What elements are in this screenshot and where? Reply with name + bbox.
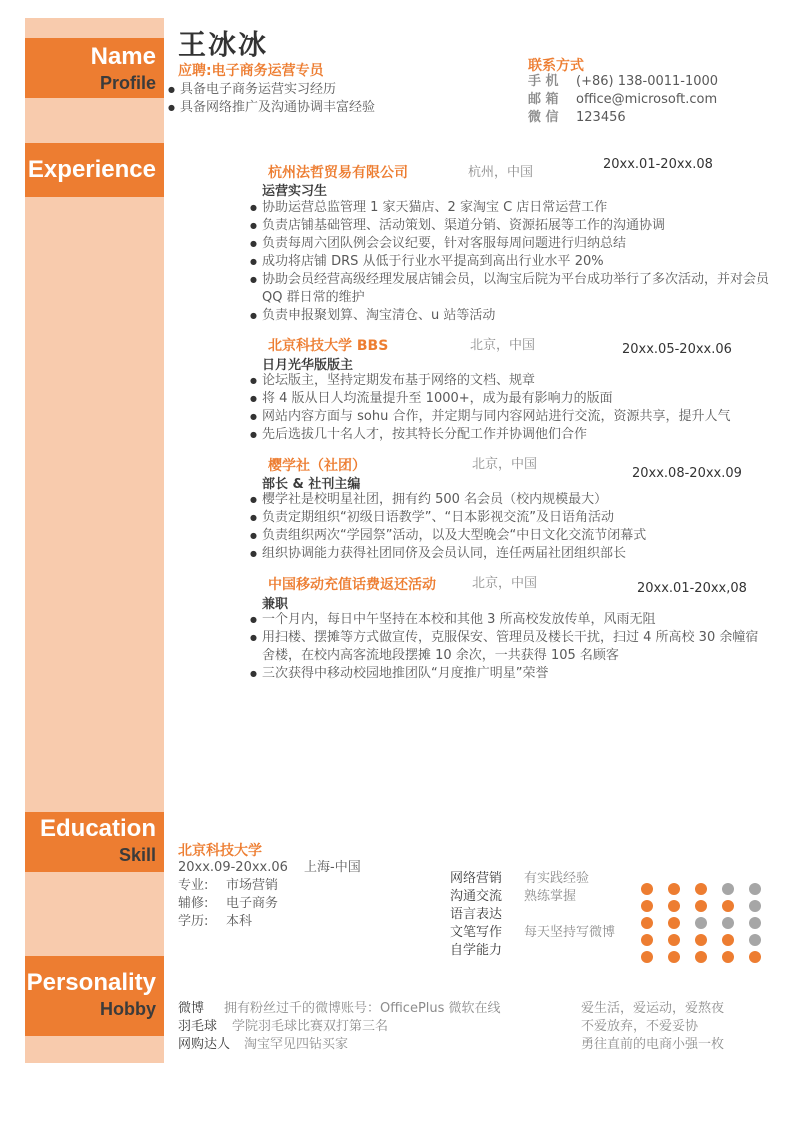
skill-row: 网络营销 有实践经验 xyxy=(450,871,590,886)
profile-bullet: ● 具备网络推广及沟通协调丰富经验 xyxy=(168,99,488,117)
skill-dot xyxy=(641,883,653,895)
contact-rows xyxy=(528,73,718,127)
contact-wechat: 微 信 123456 xyxy=(528,110,626,125)
hobby-list xyxy=(178,1000,501,1054)
skill-rating-dots xyxy=(641,883,761,963)
edu-location: 上海-中国 xyxy=(304,860,361,875)
skill-row: 语言表达 xyxy=(450,907,503,922)
exp-bullet: ● 负责店铺基础管理、活动策划、渠道分销、资源拓展等工作的沟通协调 xyxy=(250,217,770,235)
exp-bullet: ● 先后选拔几十名人才，按其特长分配工作并协调他们合作 xyxy=(250,426,770,444)
skill-dot xyxy=(668,917,680,929)
hobby-row: 微博 拥有粉丝过千的微博账号：OfficePlus 微软在线 xyxy=(178,1001,501,1016)
skill-dot xyxy=(695,917,707,929)
contact-phone: 手 机 (+86) 138-0011-1000 xyxy=(528,74,719,89)
exp-org: 樱学社（社团） xyxy=(268,458,366,474)
skill-dot xyxy=(749,934,761,946)
section-label-personality xyxy=(25,956,164,1036)
trait: 不爱放弃，不爱妥协 xyxy=(581,1019,699,1034)
exp-org: 杭州法哲贸易有限公司 xyxy=(268,165,408,181)
exp-bullet: ● 论坛版主，坚持定期发布基于网络的文档、规章 xyxy=(250,372,770,390)
skill-dot xyxy=(749,917,761,929)
exp-location: 北京，中国 xyxy=(470,338,536,353)
exp-bullets xyxy=(250,199,770,325)
skill-row: 文笔写作 每天坚持写微博 xyxy=(450,925,616,940)
skill-row: 沟通交流 熟练掌握 xyxy=(450,889,577,904)
skill-dot xyxy=(668,883,680,895)
exp-date: 20xx.01-20xx,08 xyxy=(637,581,747,596)
edu-degree: 学历: 本科 xyxy=(178,914,253,929)
edu-school: 北京科技大学 xyxy=(178,843,262,859)
exp-role: 兼职 xyxy=(262,597,289,612)
exp-bullet: ● 负责定期组织“初级日语教学”、“日本影视交流”及日语角活动 xyxy=(250,509,770,527)
section-label-name xyxy=(25,38,164,98)
skill-dot xyxy=(668,934,680,946)
skill-row: 自学能力 xyxy=(450,943,503,958)
exp-org: 北京科技大学 BBS xyxy=(268,338,389,354)
exp-bullet: ● 成功将店铺 DRS 从低于行业水平提高到高出行业水平 20% xyxy=(250,253,770,271)
trait: 爱生活，爱运动，爱熬夜 xyxy=(581,1001,725,1016)
skill-dot xyxy=(695,900,707,912)
trait: 勇往直前的电商小强一枚 xyxy=(581,1037,725,1052)
skill-dot xyxy=(722,883,734,895)
exp-bullets xyxy=(250,611,770,683)
edu-rows xyxy=(178,877,278,931)
exp-bullet: ● 网站内容方面与 sohu 合作，并定期与同内容网站进行交流，资源共享，提升人气 xyxy=(250,408,770,426)
skill-dot xyxy=(722,917,734,929)
label-education: Education xyxy=(39,815,156,842)
section-label-education xyxy=(25,812,164,872)
skill-list xyxy=(450,870,615,960)
profile-bullet: ● 具备电子商务运营实习经历 xyxy=(168,81,488,99)
exp-bullet: ● 协助会员经营高级经理发展店铺会员，以淘宝后院为平台成功举行了多次活动，并对会员 QQ 群日常的维护 xyxy=(250,271,770,307)
skill-dot xyxy=(695,883,707,895)
exp-bullet: ● 用扫楼、摆摊等方式做宣传，克服保安、管理员及楼长干扰，扫过 4 所高校 30 余幢宿舍楼，在校内高客流地段摆摊 10 余次，一共获得 105 名顾客 xyxy=(250,629,770,665)
skill-dot xyxy=(641,917,653,929)
skill-dot xyxy=(749,951,761,963)
apply-position: 应聘:电子商务运营专员 xyxy=(178,63,324,79)
exp-bullet: ● 组织协调能力获得社团同侪及会员认同，连任两届社团组织部长 xyxy=(250,545,770,563)
exp-bullet: ● 一个月内，每日中午坚持在本校和其他 3 所高校发放传单，风雨无阻 xyxy=(250,611,770,629)
exp-role: 日月光华版版主 xyxy=(262,358,354,373)
exp-bullets xyxy=(250,372,770,444)
skill-dot xyxy=(695,951,707,963)
exp-bullet: ● 三次获得中移动校园地推团队“月度推广明星”荣誉 xyxy=(250,665,770,683)
skill-dot xyxy=(749,883,761,895)
edu-minor: 辅修: 电子商务 xyxy=(178,896,279,911)
hobby-row: 网购达人 淘宝罕见四钻买家 xyxy=(178,1037,349,1052)
exp-org: 中国移动充值话费返还活动 xyxy=(268,577,436,593)
candidate-name: 王冰冰 xyxy=(178,28,269,61)
edu-major: 专业: 市场营销 xyxy=(178,878,279,893)
contact-title: 联系方式 xyxy=(528,58,584,74)
label-hobby: Hobby xyxy=(100,999,156,1019)
skill-dot xyxy=(722,900,734,912)
exp-bullet: ● 协助运营总监管理 1 家天猫店、2 家淘宝 C 店日常运营工作 xyxy=(250,199,770,217)
exp-bullets xyxy=(250,491,770,563)
skill-dot xyxy=(668,900,680,912)
trait-list xyxy=(581,1000,724,1054)
skill-dot xyxy=(668,951,680,963)
label-experience: Experience xyxy=(27,156,156,183)
exp-role: 部长 & 社刊主编 xyxy=(262,477,361,492)
exp-bullet: ● 负责组织两次“学园祭”活动，以及大型晚会“中日文化交流节闭幕式 xyxy=(250,527,770,545)
skill-dot xyxy=(641,951,653,963)
label-personality: Personality xyxy=(26,969,156,996)
exp-location: 北京，中国 xyxy=(472,576,538,591)
label-name: Name xyxy=(90,43,156,70)
skill-dot xyxy=(641,900,653,912)
exp-location: 北京，中国 xyxy=(472,457,538,472)
skill-dot xyxy=(641,934,653,946)
exp-bullet: ● 负责每周六团队例会会议纪要，针对客服每周问题进行归纳总结 xyxy=(250,235,770,253)
exp-date: 20xx.08-20xx.09 xyxy=(632,466,742,481)
exp-bullet: ● 樱学社是校明星社团，拥有约 500 名会员（校内规模最大） xyxy=(250,491,770,509)
skill-dot xyxy=(749,900,761,912)
exp-location: 杭州，中国 xyxy=(468,165,534,180)
exp-role: 运营实习生 xyxy=(262,184,328,199)
exp-date: 20xx.01-20xx.08 xyxy=(603,157,713,172)
exp-bullet: ● 负责申报聚划算、淘宝清仓、u 站等活动 xyxy=(250,307,770,325)
section-label-experience xyxy=(25,143,164,197)
hobby-row: 羽毛球 学院羽毛球比赛双打第三名 xyxy=(178,1019,389,1034)
skill-dot xyxy=(695,934,707,946)
label-profile: Profile xyxy=(99,73,156,93)
exp-date: 20xx.05-20xx.06 xyxy=(622,342,732,357)
exp-bullet: ● 将 4 版从日人均流量提升至 1000+，成为最有影响力的版面 xyxy=(250,390,770,408)
skill-dot xyxy=(722,934,734,946)
label-skill: Skill xyxy=(118,845,156,865)
contact-email: 邮 箱 office@microsoft.com xyxy=(528,92,718,107)
edu-date: 20xx.09-20xx.06 xyxy=(178,860,288,875)
skill-dot xyxy=(722,951,734,963)
profile-bullets xyxy=(168,81,488,117)
